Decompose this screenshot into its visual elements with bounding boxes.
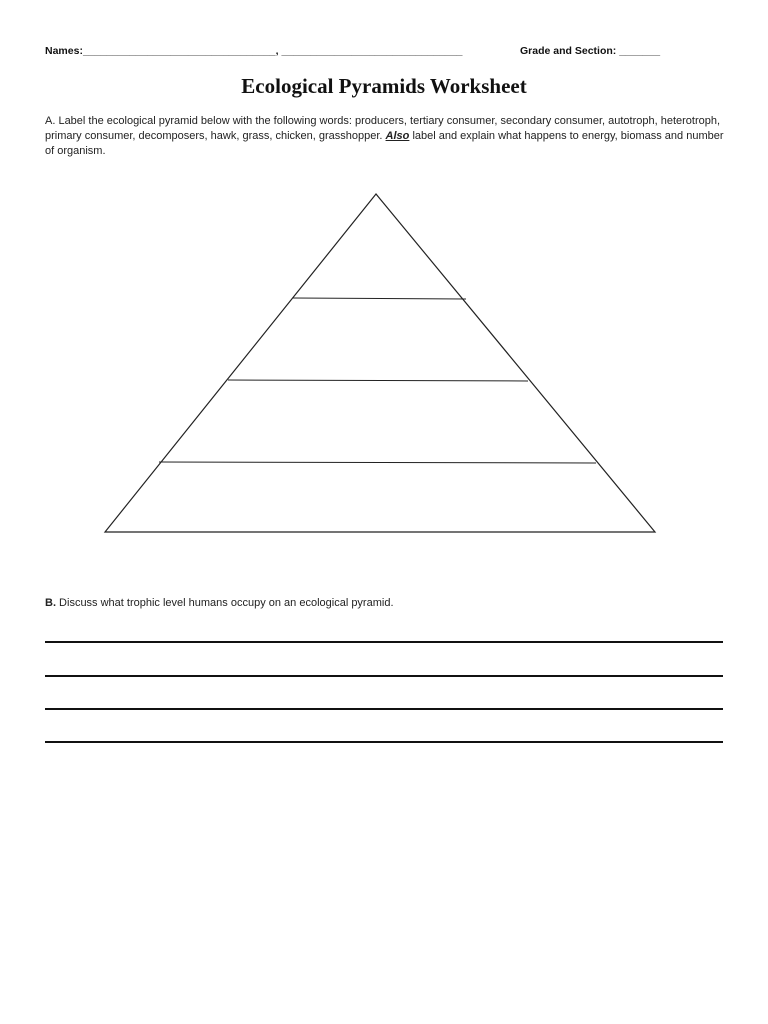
page-title: Ecological Pyramids Worksheet	[241, 74, 527, 98]
worksheet-header	[45, 45, 725, 61]
section-b-question	[45, 597, 725, 609]
section-a-intro: A. Label the ecological pyramid below with the following words: producers, tertiary consumer, secondary consumer, autotroph, heterotroph, primary consumer, decomposers, hawk, grass, chicken, grasshopper.	[45, 115, 721, 142]
section-a-instructions	[45, 114, 725, 159]
ecological-pyramid-diagram	[0, 180, 768, 540]
names-label: Names:	[45, 45, 83, 57]
names-blank[interactable]: _________________________________, _______________________________	[82, 45, 463, 57]
names-field[interactable]	[45, 45, 463, 57]
section-a-also-emphasis: Also	[385, 130, 410, 142]
pyramid-level-divider-1	[293, 298, 466, 299]
pyramid-outline	[105, 194, 655, 532]
section-a-tail: label and explain what happens to energy, biomass and number of organism.	[45, 130, 724, 157]
pyramid-level-divider-3	[159, 462, 596, 463]
grade-section-blank[interactable]: _______	[619, 45, 661, 57]
section-b-prompt: Discuss what trophic level humans occupy on an ecological pyramid.	[56, 597, 394, 609]
section-b-letter: B.	[45, 597, 56, 609]
answer-line-2[interactable]	[45, 675, 723, 677]
answer-line-3[interactable]	[45, 708, 723, 710]
grade-section-label: Grade and Section:	[520, 45, 617, 57]
pyramid-level-divider-2	[228, 380, 528, 381]
grade-section-field[interactable]	[520, 45, 660, 57]
answer-line-1[interactable]	[45, 641, 723, 643]
answer-line-4[interactable]	[45, 741, 723, 743]
